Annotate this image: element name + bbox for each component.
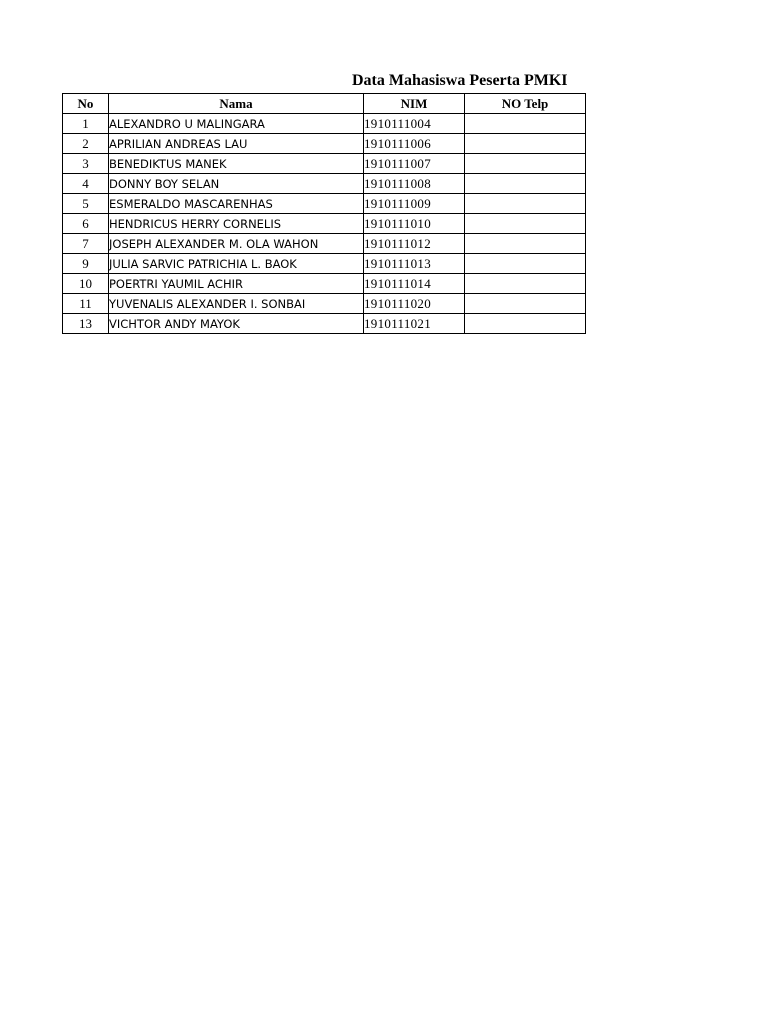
cell-nim: 1910111004 [364, 114, 465, 134]
cell-no: 5 [63, 194, 109, 214]
table-row [63, 294, 586, 314]
header-no: No [63, 94, 109, 114]
cell-nama: POERTRI YAUMIL ACHIR [109, 274, 364, 294]
cell-no: 9 [63, 254, 109, 274]
cell-nim: 1910111007 [364, 154, 465, 174]
header-nim: NIM [364, 94, 465, 114]
cell-no: 6 [63, 214, 109, 234]
cell-nim: 1910111013 [364, 254, 465, 274]
cell-telp [465, 294, 586, 314]
cell-nim: 1910111010 [364, 214, 465, 234]
cell-no: 7 [63, 234, 109, 254]
cell-no: 4 [63, 174, 109, 194]
cell-nim: 1910111020 [364, 294, 465, 314]
cell-nama: YUVENALIS ALEXANDER I. SONBAI [109, 294, 364, 314]
table-row [63, 154, 586, 174]
table-row [63, 134, 586, 154]
page-title: Data Mahasiswa Peserta PMKI [352, 72, 568, 89]
cell-nim: 1910111006 [364, 134, 465, 154]
table-header-row [63, 94, 586, 114]
cell-nama: JULIA SARVIC PATRICHIA L. BAOK [109, 254, 364, 274]
cell-telp [465, 254, 586, 274]
cell-no: 10 [63, 274, 109, 294]
table-row [63, 174, 586, 194]
cell-nama: ESMERALDO MASCARENHAS [109, 194, 364, 214]
cell-telp [465, 114, 586, 134]
header-nama: Nama [109, 94, 364, 114]
cell-nama: BENEDIKTUS MANEK [109, 154, 364, 174]
cell-nim: 1910111012 [364, 234, 465, 254]
cell-no: 2 [63, 134, 109, 154]
cell-nim: 1910111009 [364, 194, 465, 214]
cell-no: 11 [63, 294, 109, 314]
cell-nim: 1910111021 [364, 314, 465, 334]
cell-nama: JOSEPH ALEXANDER M. OLA WAHON [109, 234, 364, 254]
table-row [63, 194, 586, 214]
cell-nama: HENDRICUS HERRY CORNELIS [109, 214, 364, 234]
table-row [63, 234, 586, 254]
table-row [63, 274, 586, 294]
cell-nama: VICHTOR ANDY MAYOK [109, 314, 364, 334]
cell-telp [465, 154, 586, 174]
table-row [63, 114, 586, 134]
cell-nama: DONNY BOY SELAN [109, 174, 364, 194]
cell-telp [465, 174, 586, 194]
header-telp: NO Telp [465, 94, 586, 114]
cell-nama: APRILIAN ANDREAS LAU [109, 134, 364, 154]
cell-no: 13 [63, 314, 109, 334]
cell-telp [465, 234, 586, 254]
cell-telp [465, 214, 586, 234]
table-row [63, 254, 586, 274]
student-table [62, 93, 586, 334]
cell-no: 3 [63, 154, 109, 174]
cell-nim: 1910111008 [364, 174, 465, 194]
table-row [63, 314, 586, 334]
cell-nama: ALEXANDRO U MALINGARA [109, 114, 364, 134]
cell-nim: 1910111014 [364, 274, 465, 294]
cell-telp [465, 314, 586, 334]
cell-no: 1 [63, 114, 109, 134]
cell-telp [465, 274, 586, 294]
cell-telp [465, 134, 586, 154]
table-row [63, 214, 586, 234]
cell-telp [465, 194, 586, 214]
